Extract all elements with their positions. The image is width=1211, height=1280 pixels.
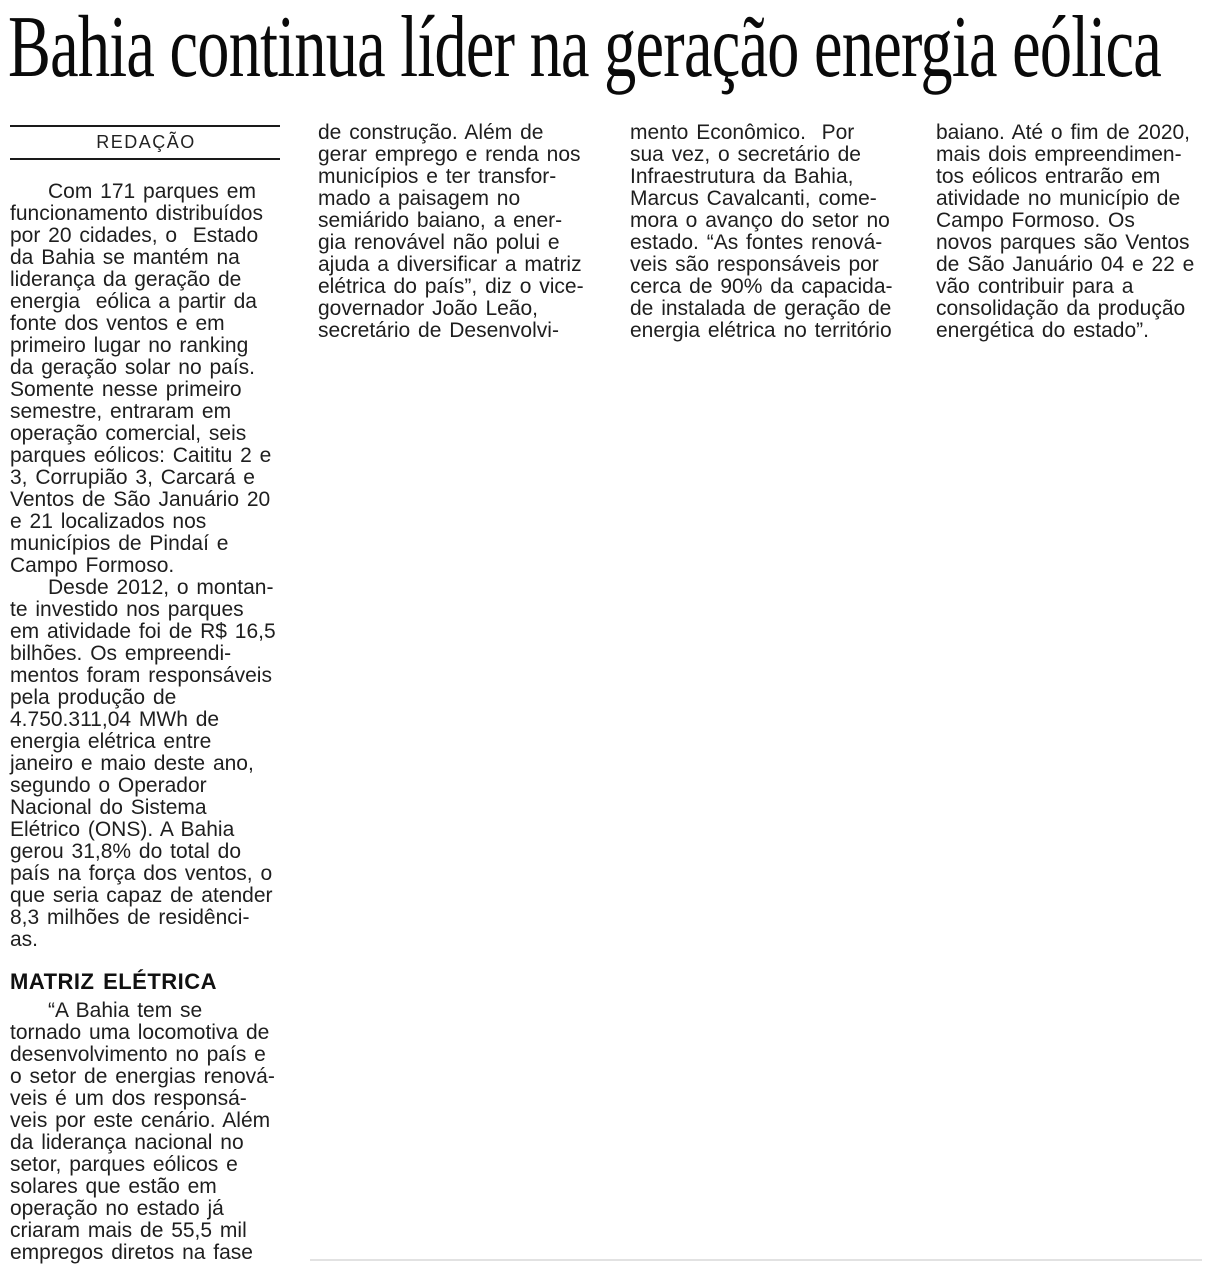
text-line: semiárido baiano, a ener- xyxy=(318,209,563,232)
column-4 xyxy=(936,122,1201,1264)
text-line: em atividade foi de R$ 16,5 xyxy=(10,620,276,643)
text-line: energia elétrica entre xyxy=(10,730,212,753)
text-line: janeiro e maio deste ano, xyxy=(10,752,254,775)
text-line: pela produção de xyxy=(10,686,177,709)
text-line: vão contribuir para a xyxy=(936,275,1134,298)
text-line: de instalada de geração de xyxy=(630,297,892,320)
text-line: da geração solar no país. xyxy=(10,356,255,379)
text-line: governador João Leão, xyxy=(318,297,538,320)
text-line: Ventos de São Januário 20 xyxy=(10,488,271,511)
text-line: 4.750.311,04 MWh de xyxy=(10,708,220,731)
text-line: elétrica do país”, diz o vice- xyxy=(318,275,584,298)
subhead: MATRIZ ELÉTRICA xyxy=(10,969,218,994)
paragraph-continuation-2 xyxy=(630,122,900,342)
text-line: empregos diretos na fase xyxy=(10,1241,253,1264)
byline: REDAÇÃO xyxy=(96,132,196,152)
paragraph-1 xyxy=(10,181,282,577)
text-line: municípios e ter transfor- xyxy=(318,165,557,188)
headline xyxy=(8,0,1211,96)
text-line: energia eólica a partir da xyxy=(10,290,257,313)
text-line: bilhões. Os empreendi- xyxy=(10,642,232,665)
text-line: setor, parques eólicos e xyxy=(10,1153,238,1176)
text-line: mentos foram responsáveis xyxy=(10,664,272,687)
text-line: por 20 cidades, o Estado xyxy=(10,224,259,247)
text-line: sua vez, o secretário de xyxy=(630,143,861,166)
text-line: Marcus Cavalcanti, come- xyxy=(630,187,877,210)
column-1 xyxy=(10,122,282,1264)
text-line: mado a paisagem no xyxy=(318,187,521,210)
article-columns xyxy=(10,122,1201,1264)
text-line: operação comercial, seis xyxy=(10,422,247,445)
text-line: Infraestrutura da Bahia, xyxy=(630,165,854,188)
text-line: primeiro lugar no ranking xyxy=(10,334,249,357)
text-line: Somente nesse primeiro xyxy=(10,378,242,401)
text-line: país na força dos ventos, o xyxy=(10,862,273,885)
text-line: o setor de energias renová- xyxy=(10,1065,275,1088)
text-line: mento Econômico. Por xyxy=(630,121,855,144)
text-line: ajuda a diversificar a matriz xyxy=(318,253,582,276)
text-line: “A Bahia tem se xyxy=(48,999,203,1022)
text-line: desenvolvimento no país e xyxy=(10,1043,266,1066)
text-line: veis são responsáveis por xyxy=(630,253,879,276)
text-line: fonte dos ventos e em xyxy=(10,312,225,335)
paragraph-continuation-3 xyxy=(936,122,1201,342)
text-line: funcionamento distribuídos xyxy=(10,202,263,225)
text-line: 8,3 milhões de residênci- xyxy=(10,906,250,929)
text-line: Campo Formoso. Os xyxy=(936,209,1135,232)
text-line: que seria capaz de atender xyxy=(10,884,273,907)
text-line: atividade no município de xyxy=(936,187,1181,210)
column-3 xyxy=(630,122,900,1264)
text-line: mora o avanço do setor no xyxy=(630,209,890,232)
text-line: cerca de 90% da capacida- xyxy=(630,275,893,298)
text-line: segundo o Operador xyxy=(10,774,207,797)
text-line: de construção. Além de xyxy=(318,121,544,144)
text-line: operação no estado já xyxy=(10,1197,224,1220)
text-line: Desde 2012, o montan- xyxy=(48,576,274,599)
paragraph-3 xyxy=(10,1000,282,1264)
text-line: municípios de Pindaí e xyxy=(10,532,229,555)
text-line: mais dois empreendimen- xyxy=(936,143,1182,166)
text-line: as. xyxy=(10,928,39,951)
text-line: gia renovável não polui e xyxy=(318,231,560,254)
text-line: tornado uma locomotiva de xyxy=(10,1021,270,1044)
text-line: estado. “As fontes renová- xyxy=(630,231,883,254)
bottom-faint-rule xyxy=(310,1259,1202,1261)
text-line: baiano. Até o fim de 2020, xyxy=(936,121,1191,144)
byline-box xyxy=(10,125,282,160)
text-line: solares que estão em xyxy=(10,1175,217,1198)
column-2 xyxy=(318,122,594,1264)
text-line: liderança da geração de xyxy=(10,268,242,291)
byline-bottom-rule xyxy=(10,158,280,160)
text-line: da Bahia se mantém na xyxy=(10,246,240,269)
text-line: novos parques são Ventos xyxy=(936,231,1190,254)
text-line: energia elétrica no território xyxy=(630,319,892,342)
text-line: Com 171 parques em xyxy=(48,180,256,203)
text-line: da liderança nacional no xyxy=(10,1131,244,1154)
text-line: parques eólicos: Caititu 2 e xyxy=(10,444,272,467)
text-line: criaram mais de 55,5 mil xyxy=(10,1219,247,1242)
text-line: 3, Corrupião 3, Carcará e xyxy=(10,466,255,489)
text-line: Elétrico (ONS). A Bahia xyxy=(10,818,235,841)
text-line: te investido nos parques xyxy=(10,598,244,621)
text-line: energética do estado”. xyxy=(936,319,1149,342)
text-line: veis por este cenário. Além xyxy=(10,1109,271,1132)
text-line: veis é um dos responsá- xyxy=(10,1087,247,1110)
text-line: secretário de Desenvolvi- xyxy=(318,319,559,342)
text-line: de São Januário 04 e 22 e xyxy=(936,253,1195,276)
headline-text: Bahia continua líder na geração energia eólica xyxy=(8,0,1162,96)
text-line: semestre, entraram em xyxy=(10,400,232,423)
paragraph-continuation-1 xyxy=(318,122,594,342)
text-line: Campo Formoso. xyxy=(10,554,175,577)
paragraph-2 xyxy=(10,577,282,951)
text-line: consolidação da produção xyxy=(936,297,1186,320)
text-line: tos eólicos entrarão em xyxy=(936,165,1161,188)
text-line: e 21 localizados nos xyxy=(10,510,207,533)
text-line: Nacional do Sistema xyxy=(10,796,207,819)
text-line: gerar emprego e renda nos xyxy=(318,143,581,166)
text-line: gerou 31,8% do total do xyxy=(10,840,242,863)
